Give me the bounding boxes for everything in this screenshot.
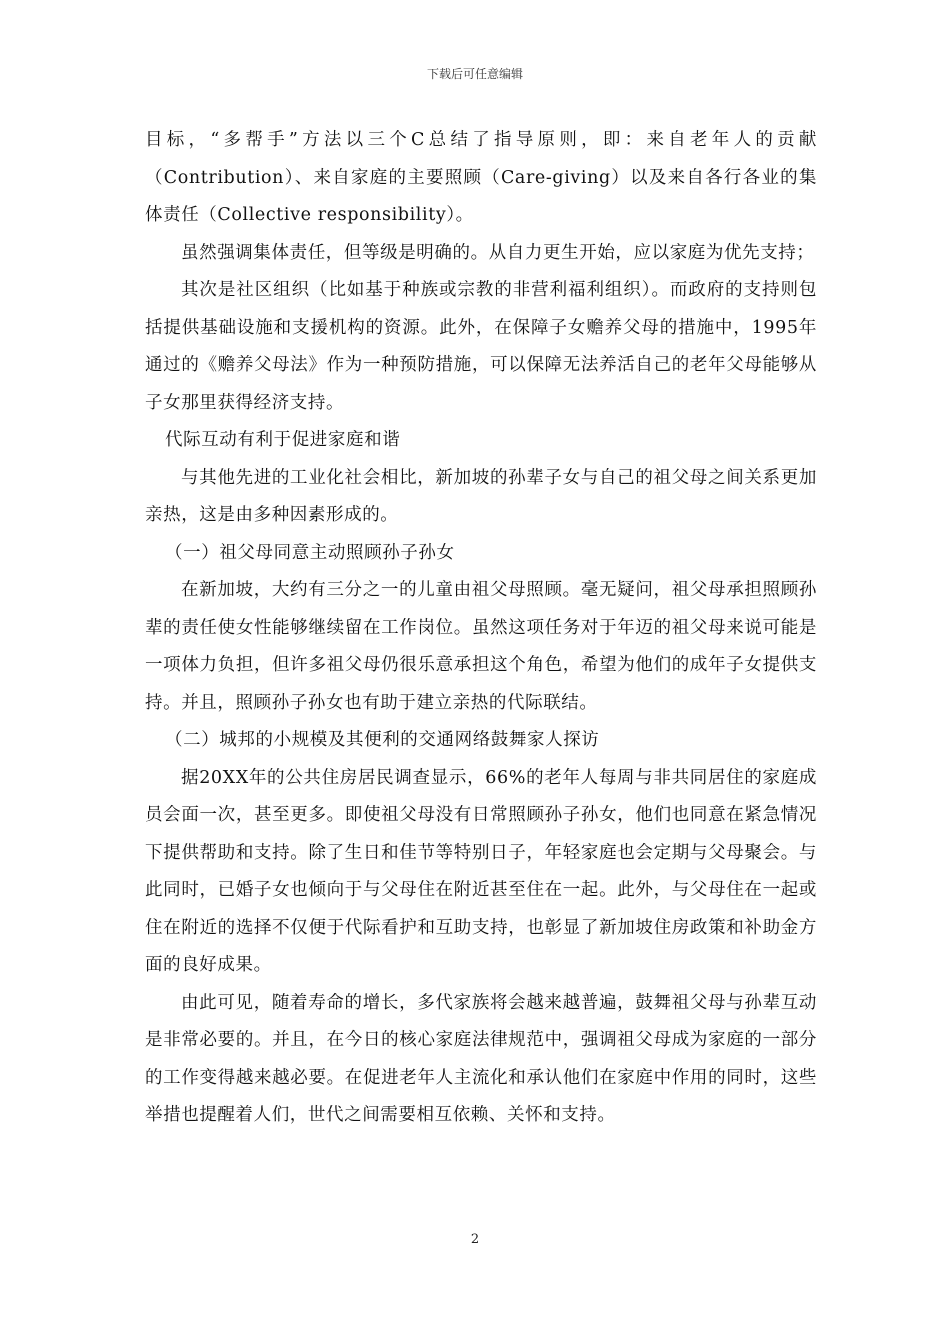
subheading-city-state-transport: （二）城邦的小规模及其便利的交通网络鼓舞家人探访 <box>165 730 600 750</box>
paragraph-community-government-support: 其次是社区组织（比如基于种族或宗教的非营利福利组织）。而政府的支持则包括提供基础设施和支援机构的资源。此外，在保障子女赡养父母的措施中，1995年通过的《赡养父母法》作为一种预防措施，可以保障无法养活自己的老年父母能够从子女那里获得经济支持。 <box>145 280 817 413</box>
paragraph-three-c-principles: 目标，“多帮手”方法以三个C总结了指导原则，即：来自老年人的贡献（Contribution）、来自家庭的主要照顾（Care-giving）以及来自各行各业的集体责任（Collective responsibility）。 <box>145 130 817 225</box>
paragraph-grandparents-care: 在新加坡，大约有三分之一的儿童由祖父母照顾。毫无疑问，祖父母承担照顾孙辈的责任使女性能够继续留在工作岗位。虽然这项任务对于年迈的祖父母来说可能是一项体力负担，但许多祖父母仍很乐意承担这个角色，希望为他们的成年子女提供支持。并且，照顾孙子孙女也有助于建立亲热的代际联结。 <box>145 580 817 713</box>
page-header: 下载后可任意编辑 <box>426 67 523 81</box>
paragraph-grandchildren-closeness: 与其他先进的工业化社会相比，新加坡的孙辈子女与自己的祖父母之间关系更加亲热，这是由多种因素形成的。 <box>145 467 817 525</box>
paragraph-conclusion: 由此可见，随着寿命的增长，多代家族将会越来越普遍，鼓舞祖父母与孙辈互动是非常必要的。并且，在今日的核心家庭法律规范中，强调祖父母成为家庭的一部分的工作变得越来越必要。在促进老年人主流化和承认他们在家庭中作用的同时，这些举措也提醒着人们，世代之间需要相互依赖、关怀和支持。 <box>145 992 817 1125</box>
subheading-grandparents-care: （一）祖父母同意主动照顾孙子孙女 <box>165 542 455 563</box>
section-heading-intergenerational: 代际互动有利于促进家庭和谐 <box>165 430 401 450</box>
paragraph-housing-survey: 据20XX年的公共住房居民调查显示，66%的老年人每周与非共同居住的家庭成员会面一次，甚至更多。即使祖父母没有日常照顾孙子孙女，他们也同意在紧急情况下提供帮助和支持。除了生日和佳节等特别日子，年轻家庭也会定期与父母聚会。与此同时，已婚子女也倾向于与父母住在附近甚至住在一起。此外，与父母住在一起或住在附近的选择不仅便于代际看护和互助支持，也彰显了新加坡住房政策和补助金方面的良好成果。 <box>145 767 817 975</box>
paragraph-collective-responsibility: 虽然强调集体责任，但等级是明确的。从自力更生开始，应以家庭为优先支持； <box>181 242 815 263</box>
document-body <box>145 122 817 1135</box>
page-number: 2 <box>470 1232 480 1247</box>
